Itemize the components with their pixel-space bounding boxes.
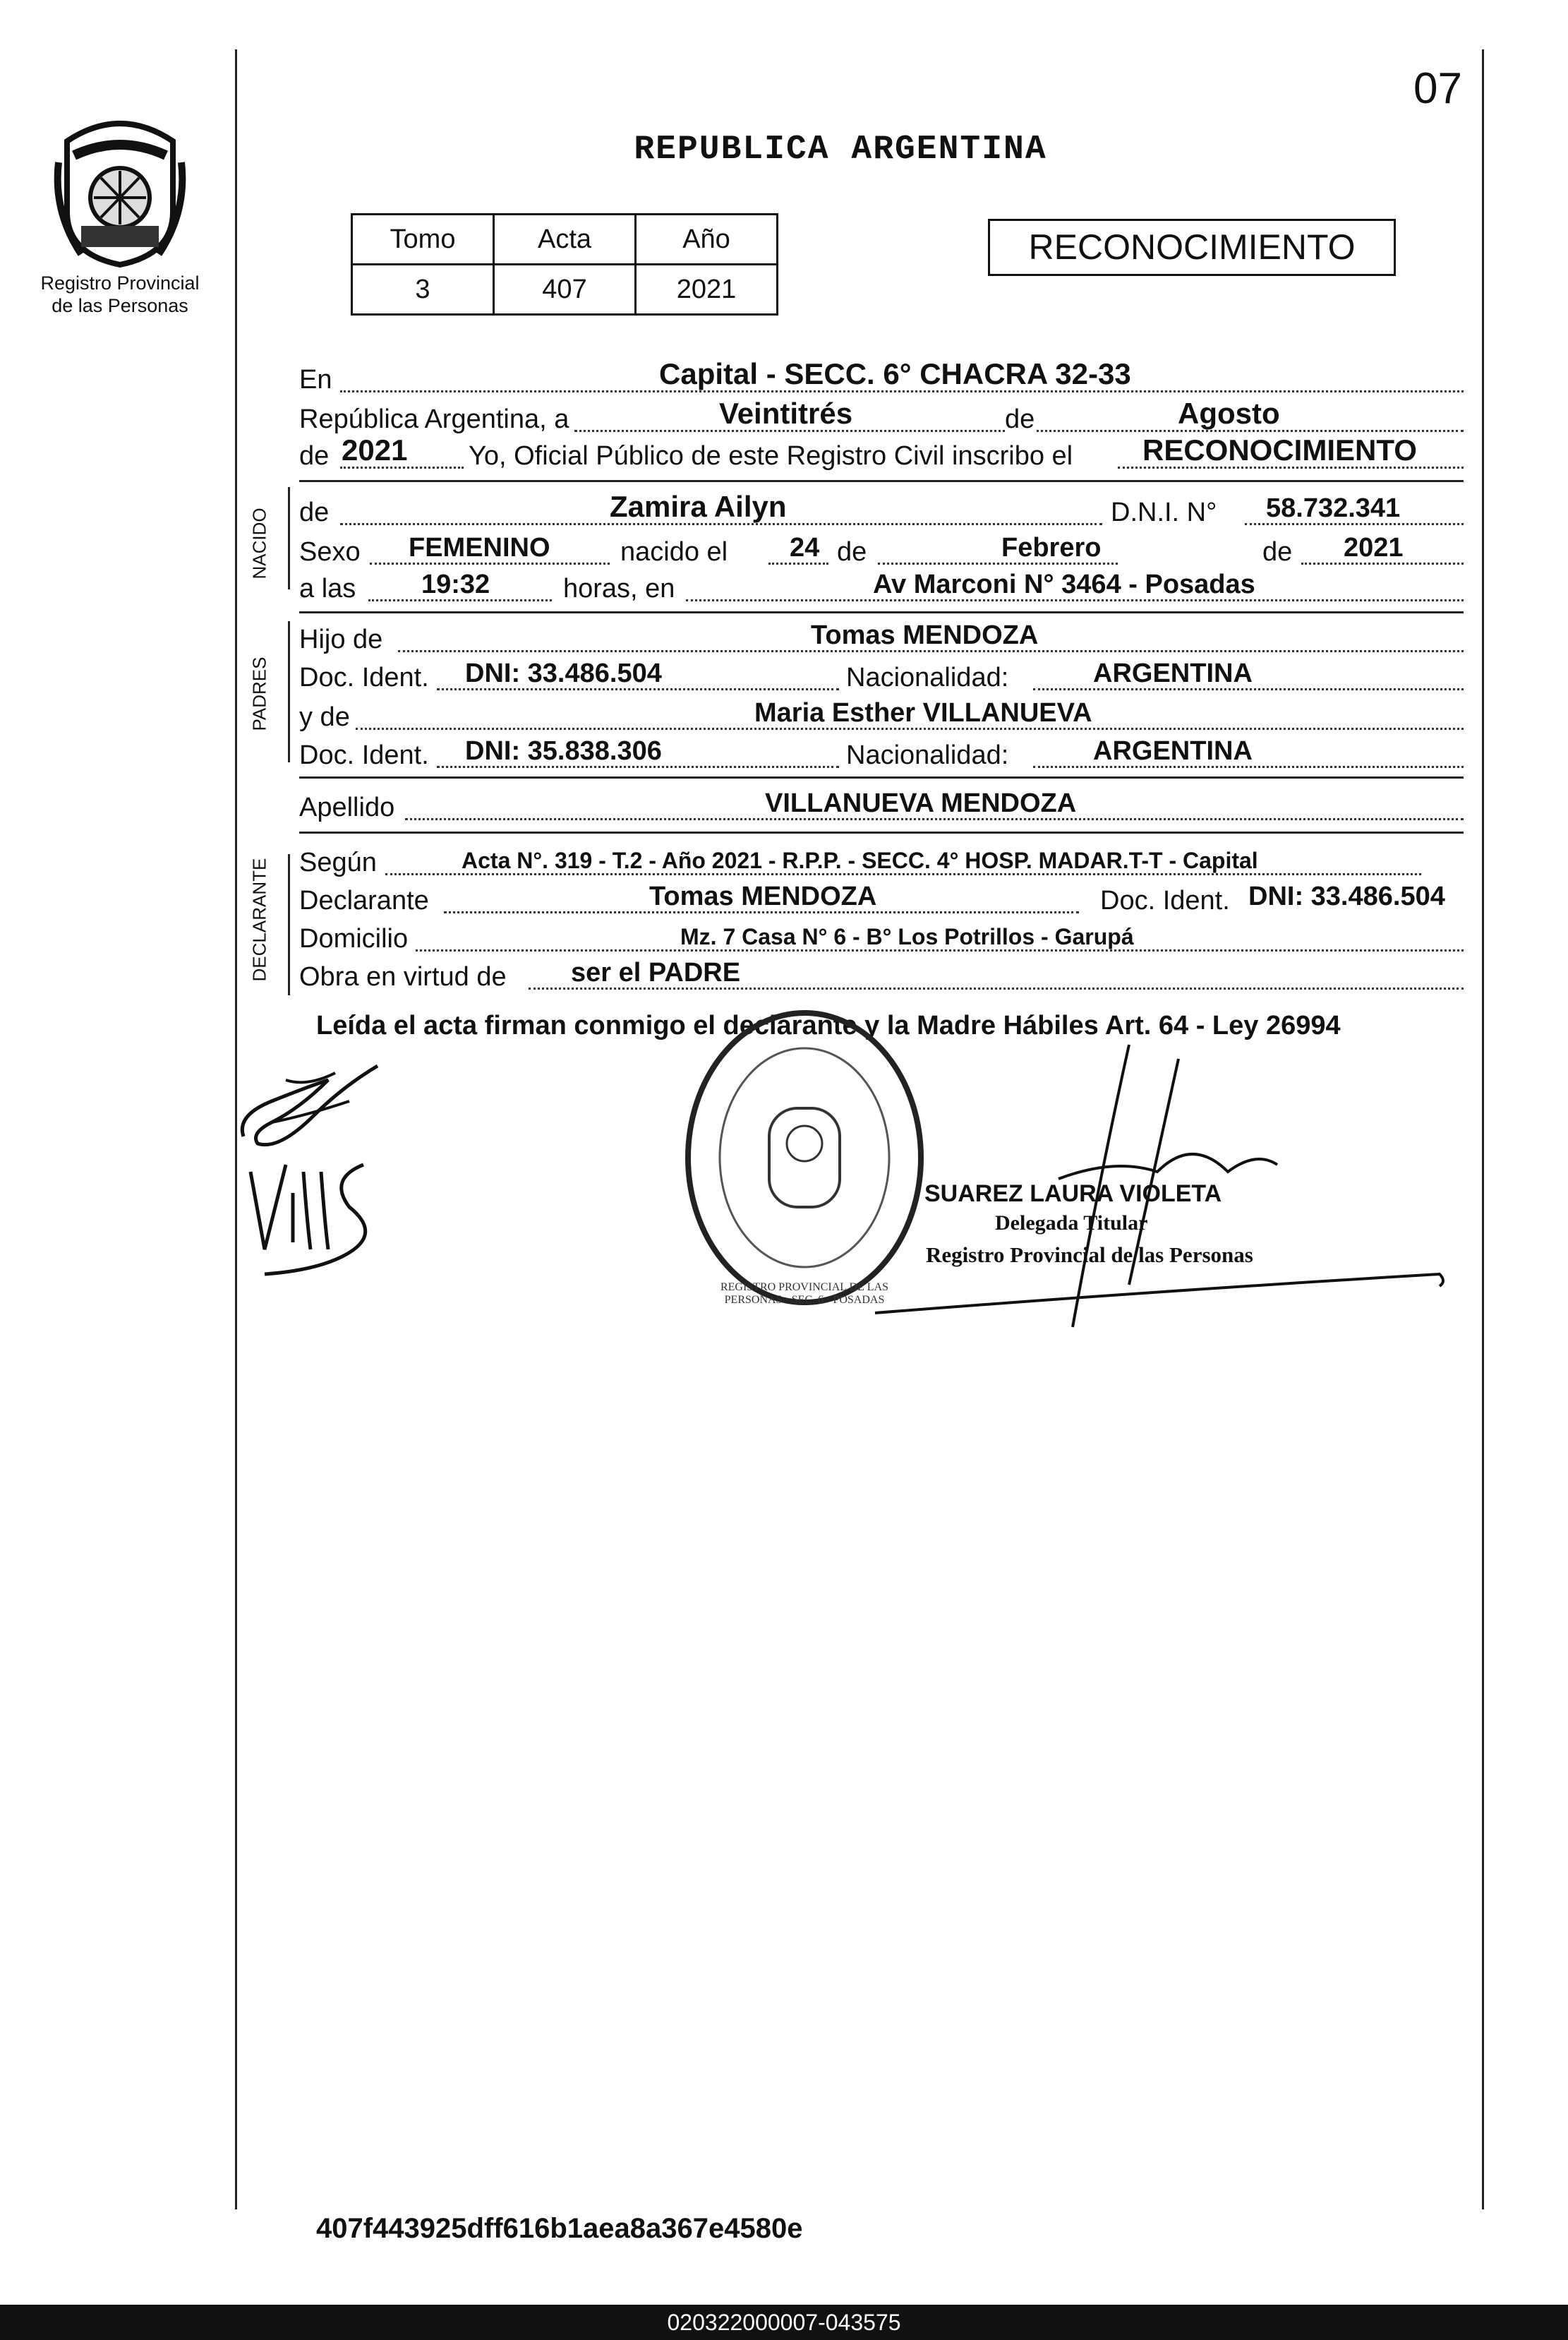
row-obra	[299, 959, 1464, 995]
birth-day: 24	[790, 533, 820, 563]
right-margin-line	[1482, 49, 1484, 2209]
doc1-label: Doc. Ident.	[299, 663, 429, 692]
officer-role: Delegada Titular	[995, 1211, 1148, 1235]
row-padre	[299, 621, 1464, 658]
acta-header: Acta	[494, 215, 636, 265]
de-1: de	[1005, 404, 1035, 434]
officer-office: Registro Provincial de las Personas	[926, 1242, 1253, 1267]
obra-value: ser el PADRE	[571, 958, 741, 988]
doc3-label: Doc. Ident.	[1100, 886, 1230, 916]
declarante-label: Declarante	[299, 886, 429, 916]
en-value: Capital - SECC. 6° CHACRA 32-33	[659, 357, 1131, 390]
dni-label: D.N.I. N°	[1111, 498, 1217, 527]
father-name: Tomas MENDOZA	[811, 620, 1039, 650]
tomo-header: Tomo	[352, 215, 494, 265]
rep-label: República Argentina, a	[299, 404, 569, 434]
mother-nationality: ARGENTINA	[1093, 736, 1253, 766]
apellido-value: VILLANUEVA MENDOZA	[765, 788, 1077, 818]
de-2: de	[299, 441, 330, 471]
row-segun	[299, 844, 1464, 881]
sexo-value: FEMENINO	[409, 533, 550, 563]
month-value: Agosto	[1178, 397, 1280, 430]
dni-value: 58.732.341	[1266, 493, 1401, 523]
obra-label: Obra en virtud de	[299, 962, 507, 992]
birth-month: Febrero	[1001, 533, 1102, 563]
row-sexo	[299, 534, 1464, 570]
stamp-text: REGISTRO PROVINCIAL DE LAS PERSONAS · SEC. 6 · POSADAS	[720, 1281, 889, 1306]
row-inscribo	[299, 433, 1464, 474]
child-name: Zamira Ailyn	[610, 490, 787, 523]
tomo-value: 3	[352, 265, 494, 315]
inscribo-text: Yo, Oficial Público de este Registro Civil inscribo el	[469, 441, 1073, 471]
apellido-label: Apellido	[299, 793, 395, 822]
padres-side-label: PADRES	[248, 656, 270, 731]
declarante-bracket	[288, 854, 290, 995]
barcode-id-bar: 020322000007-043575	[0, 2305, 1568, 2340]
de-name-label: de	[299, 498, 330, 527]
row-padre-doc	[299, 659, 1464, 696]
declarant-signature-icon	[229, 1038, 392, 1165]
row-fecha	[299, 397, 1464, 438]
closing-text: Leída el acta firman conmigo el declarante y la Madre Hábiles Art. 64 - Ley 26994	[316, 1011, 1341, 1040]
divider-3	[299, 776, 1464, 779]
yde-label: y de	[299, 702, 350, 732]
row-apellido	[299, 789, 1464, 826]
domicilio-value: Mz. 7 Casa N° 6 - B° Los Potrillos - Garupá	[680, 924, 1134, 949]
mother-signature-icon	[243, 1151, 392, 1278]
father-nationality: ARGENTINA	[1093, 659, 1253, 688]
divider-1	[299, 480, 1464, 482]
row-madre	[299, 699, 1464, 736]
ano-value: 2021	[636, 265, 778, 315]
birth-place: Av Marconi N° 3464 - Posadas	[873, 570, 1255, 599]
declarante-side-label: DECLARANTE	[248, 858, 270, 982]
document-hash: 407f443925dff616b1aea8a367e4580e	[316, 2213, 803, 2244]
en-label: En	[299, 365, 332, 395]
nacido-bracket	[288, 487, 290, 589]
divider-2	[299, 611, 1464, 613]
day-word: Veintitrés	[719, 397, 853, 430]
nacido-label: nacido el	[620, 537, 728, 567]
horas-label: horas, en	[563, 574, 675, 604]
doc2-label: Doc. Ident.	[299, 740, 429, 770]
page-number: 07	[1413, 64, 1462, 113]
domicilio-label: Domicilio	[299, 924, 409, 954]
hijo-label: Hijo de	[299, 625, 383, 654]
alas-label: a las	[299, 574, 356, 604]
row-declarante	[299, 882, 1464, 919]
nac1-label: Nacionalidad:	[846, 663, 1009, 692]
segun-label: Según	[299, 848, 377, 877]
year-value: 2021	[342, 433, 408, 467]
logo-caption-line-2: de las Personas	[52, 295, 188, 316]
de-3: de	[837, 537, 867, 567]
father-doc: DNI: 33.486.504	[465, 659, 662, 688]
officer-name: SUAREZ LAURA VIOLETA	[924, 1180, 1222, 1207]
row-en	[299, 357, 1464, 398]
inscribo-value: RECONOCIMIENTO	[1142, 433, 1417, 467]
row-nombre	[299, 490, 1464, 531]
row-hora	[299, 570, 1464, 607]
birth-year: 2021	[1344, 533, 1404, 563]
declarante-doc: DNI: 33.486.504	[1248, 882, 1445, 911]
divider-4	[299, 832, 1464, 834]
register-table	[351, 213, 778, 316]
row-madre-doc	[299, 737, 1464, 774]
mother-name: Maria Esther VILLANUEVA	[754, 698, 1092, 728]
de-4: de	[1262, 537, 1293, 567]
nacido-side-label: NACIDO	[248, 508, 270, 580]
nac2-label: Nacionalidad:	[846, 740, 1009, 770]
act-type-box: RECONOCIMIENTO	[988, 219, 1396, 276]
declarante-name: Tomas MENDOZA	[649, 882, 877, 911]
padres-bracket	[288, 621, 290, 762]
logo-caption-line-1: Registro Provincial	[40, 272, 200, 294]
mother-doc: DNI: 35.838.306	[465, 736, 662, 766]
document-title: REPUBLICA ARGENTINA	[634, 131, 1047, 169]
sexo-label: Sexo	[299, 537, 361, 567]
acta-value: 407	[494, 265, 636, 315]
ano-header: Año	[636, 215, 778, 265]
time-value: 19:32	[421, 570, 490, 599]
row-domicilio	[299, 920, 1464, 957]
segun-value: Acta N°. 319 - T.2 - Año 2021 - R.P.P. - SECC. 4° HOSP. MADAR.T-T - Capital	[462, 848, 1258, 873]
